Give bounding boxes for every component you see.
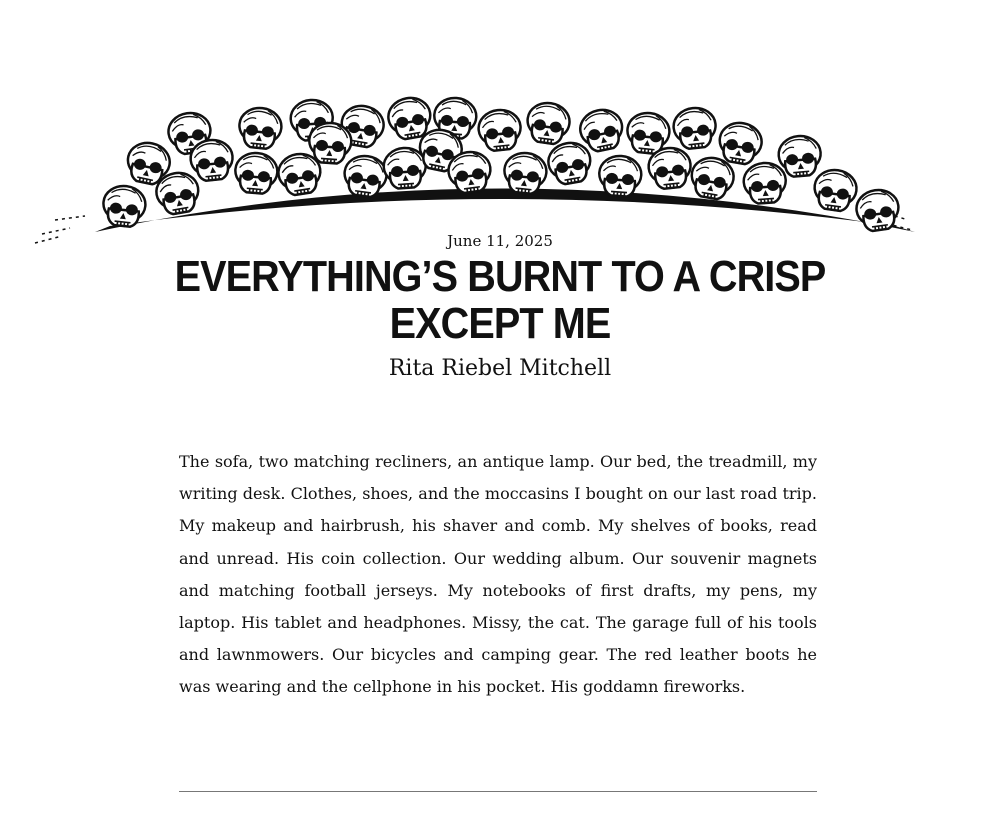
skulls-banner-icon	[0, 0, 1000, 260]
section-divider	[179, 791, 817, 792]
article-title	[50, 253, 950, 347]
article-title-line-2: EXCEPT ME	[389, 299, 611, 348]
publication-date: June 11, 2025	[447, 232, 553, 250]
article-header	[0, 231, 1000, 383]
author-byline: Rita Riebel Mitchell	[388, 356, 612, 381]
article-title-line-1: EVERYTHING’S BURNT TO A CRISP	[174, 252, 826, 301]
body-paragraph: The sofa, two matching recliners, an antique lamp. Our bed, the treadmill, my writing desk. Clothes, shoes, and the moccasins I bought on our last road trip. My makeup and hairbrush, his shaver and comb. My shelves of books, read and unread. His coin collection. Our wedding album. Our souvenir magnets and matching football jerseys. My notebooks of first drafts, my pens, my laptop. His tablet and headphones. Missy, the cat. The garage full of his tools and lawnmowers. Our bicycles and camping gear. The red leather boots he was wearing and the cellphone in his pocket. His goddamn fireworks.	[179, 452, 817, 697]
